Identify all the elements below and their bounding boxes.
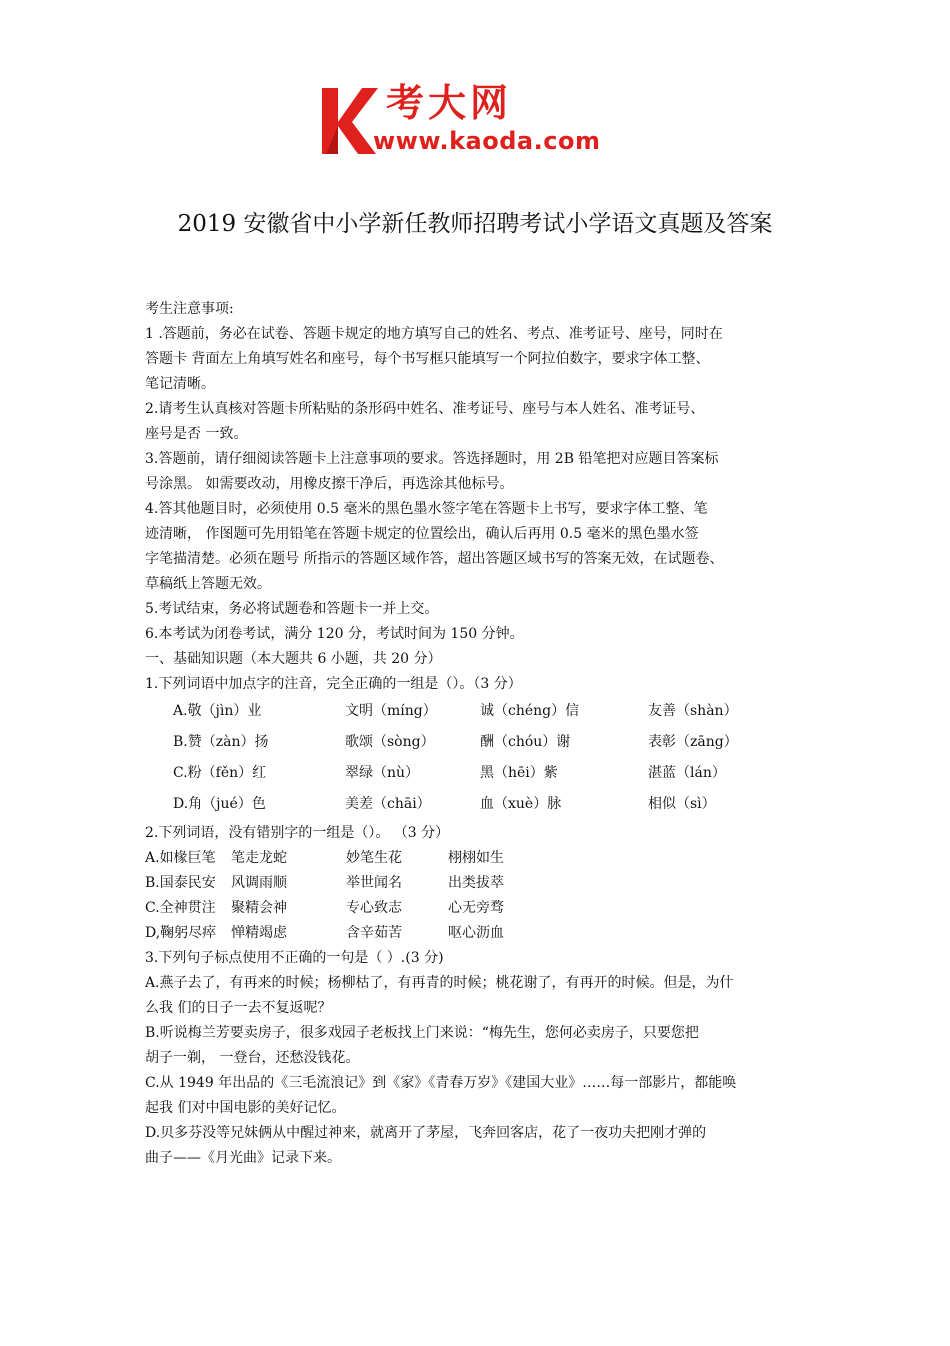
option-cell: 湛蓝（lán） xyxy=(648,765,726,781)
option-cell: C.全神贯注 xyxy=(145,900,216,916)
question-1-stem: 1.下列词语中加点字的注音，完全正确的一组是（）。（3 分） xyxy=(145,676,522,692)
question-3-line: D.贝多芬没等兄妹俩从中醒过神来，就离开了茅屋，飞奔回客店，花了一夜功夫把刚才弹的 xyxy=(145,1125,707,1141)
option-cell: 友善（shàn） xyxy=(648,703,738,719)
notes-heading: 考生注意事项: xyxy=(145,301,234,317)
question-3-line: 胡子一剃， 一登台，还愁没钱花。 xyxy=(145,1050,360,1066)
option-cell: 表彰（zāng） xyxy=(648,734,738,750)
option-cell: 诚（chéng）信 xyxy=(480,703,580,719)
question-3-line: B.听说梅兰芳要卖房子，很多戏园子老板找上门来说：“梅先生，您何必卖房子，只要您把 xyxy=(145,1025,699,1041)
question-3-line: 起我 们对中国电影的美好记忆。 xyxy=(145,1100,346,1116)
note-line: 座号是否 一致。 xyxy=(145,426,248,442)
note-line: 号涂黑。 如需要改动，用橡皮擦干净后，再选涂其他标号。 xyxy=(145,476,514,492)
question-1-option-row xyxy=(145,790,825,821)
option-cell: 出类拔萃 xyxy=(448,875,504,891)
note-line: 5.考试结束，务必将试题卷和答题卡一并上交。 xyxy=(145,601,439,617)
question-2-option-row xyxy=(145,871,825,896)
option-cell: 栩栩如生 xyxy=(448,850,504,866)
question-1-option-row xyxy=(145,728,825,759)
logo-url-text: www.kaoda.com xyxy=(373,127,601,155)
option-cell: A.敬（jìn）业 xyxy=(173,703,262,719)
kaoda-logo xyxy=(318,80,638,160)
note-line: 字笔描清楚。必须在题号 所指示的答题区域作答，超出答题区域书写的答案无效，在试题卷、 xyxy=(145,551,724,567)
logo-chinese-text: 考大网 xyxy=(386,81,513,125)
question-2-option-row xyxy=(145,846,825,871)
question-3-line: 曲子——《月光曲》记录下来。 xyxy=(145,1150,341,1166)
option-cell: 聚精会神 xyxy=(231,900,287,916)
option-cell: 专心致志 xyxy=(346,900,402,916)
option-cell: 含辛茹苦 xyxy=(346,925,402,941)
question-3-stem: 3.下列句子标点使用不正确的一句是（ ）.(3 分) xyxy=(145,950,444,966)
note-line: 答题卡 背面左上角填写姓名和座号，每个书写框只能填写一个阿拉伯数字，要求字体工整、 xyxy=(145,351,710,367)
option-cell: B.国泰民安 xyxy=(145,875,216,891)
option-cell: 美差（chāi） xyxy=(345,796,431,812)
question-3-line: C.从 1949 年出品的《三毛流浪记》到《家》《青春万岁》《建国大业》……每一部影片，都能唤 xyxy=(145,1075,737,1091)
option-cell: 血（xuè）脉 xyxy=(480,796,562,812)
option-cell: 惮精竭虑 xyxy=(231,925,287,941)
option-cell: 歌颂（sòng） xyxy=(345,734,435,750)
note-line: 2.请考生认真核对答题卡所粘贴的条形码中姓名、准考证号、座号与本人姓名、准考证号、 xyxy=(145,401,705,417)
note-line: 3.答题前，请仔细阅读答题卡上注意事项的要求。答选择题时，用 2B 铅笔把对应题目答案标 xyxy=(145,451,719,467)
option-cell: 妙笔生花 xyxy=(346,850,402,866)
k-logo-icon xyxy=(318,86,378,156)
option-cell: B.赞（zàn）扬 xyxy=(173,734,269,750)
question-2-stem: 2.下列词语，没有错别字的一组是（）。 （3 分） xyxy=(145,825,450,841)
question-2-option-row xyxy=(145,896,825,921)
section-heading: 一、基础知识题（本大题共 6 小题，共 20 分） xyxy=(145,651,442,667)
question-1-option-row xyxy=(145,697,825,728)
question-3-line: 么我 们的日子一去不复返呢？ xyxy=(145,1000,332,1016)
note-line: 笔记清晰。 xyxy=(145,376,215,392)
option-cell: 呕心沥血 xyxy=(448,925,504,941)
note-line: 6.本考试为闭卷考试，满分 120 分，考试时间为 150 分钟。 xyxy=(145,626,524,642)
option-cell: 翠绿（nù） xyxy=(345,765,420,781)
question-1-option-row xyxy=(145,759,825,790)
document-body xyxy=(145,297,825,1171)
option-cell: 文明（míng） xyxy=(345,703,437,719)
option-cell: 风调雨顺 xyxy=(231,875,287,891)
note-line: 草稿纸上答题无效。 xyxy=(145,576,271,592)
note-line: 迹清晰， 作图题可先用铅笔在答题卡规定的位置绘出，确认后再用 0.5 毫米的黑色墨水签 xyxy=(145,526,699,542)
question-3-line: A.燕子去了，有再来的时候；杨柳枯了，有再青的时候；桃花谢了，有再开的时候。但是，为什 xyxy=(145,975,734,991)
option-cell: D.角（jué）色 xyxy=(173,796,266,812)
note-line: 4.答其他题目时，必须使用 0.5 毫米的黑色墨水签字笔在答题卡上书写，要求字体工整、笔 xyxy=(145,501,708,517)
option-cell: 心无旁骛 xyxy=(448,900,504,916)
option-cell: D,鞠躬尽瘁 xyxy=(145,925,217,941)
option-cell: 相似（sì） xyxy=(648,796,716,812)
option-cell: 黑（hēi）紫 xyxy=(480,765,558,781)
document-title: 2019 安徽省中小学新任教师招聘考试小学语文真题及答案 xyxy=(177,211,773,237)
note-line: 1 .答题前，务必在试卷、答题卡规定的地方填写自己的姓名、考点、准考证号、座号，同时在 xyxy=(145,326,723,342)
option-cell: A.如椽巨笔 xyxy=(145,850,216,866)
option-cell: 举世闻名 xyxy=(346,875,402,891)
option-cell: 笔走龙蛇 xyxy=(231,850,287,866)
option-cell: C.粉（fěn）红 xyxy=(173,765,267,781)
option-cell: 酬（chóu）谢 xyxy=(480,734,571,750)
question-2-option-row xyxy=(145,921,825,946)
